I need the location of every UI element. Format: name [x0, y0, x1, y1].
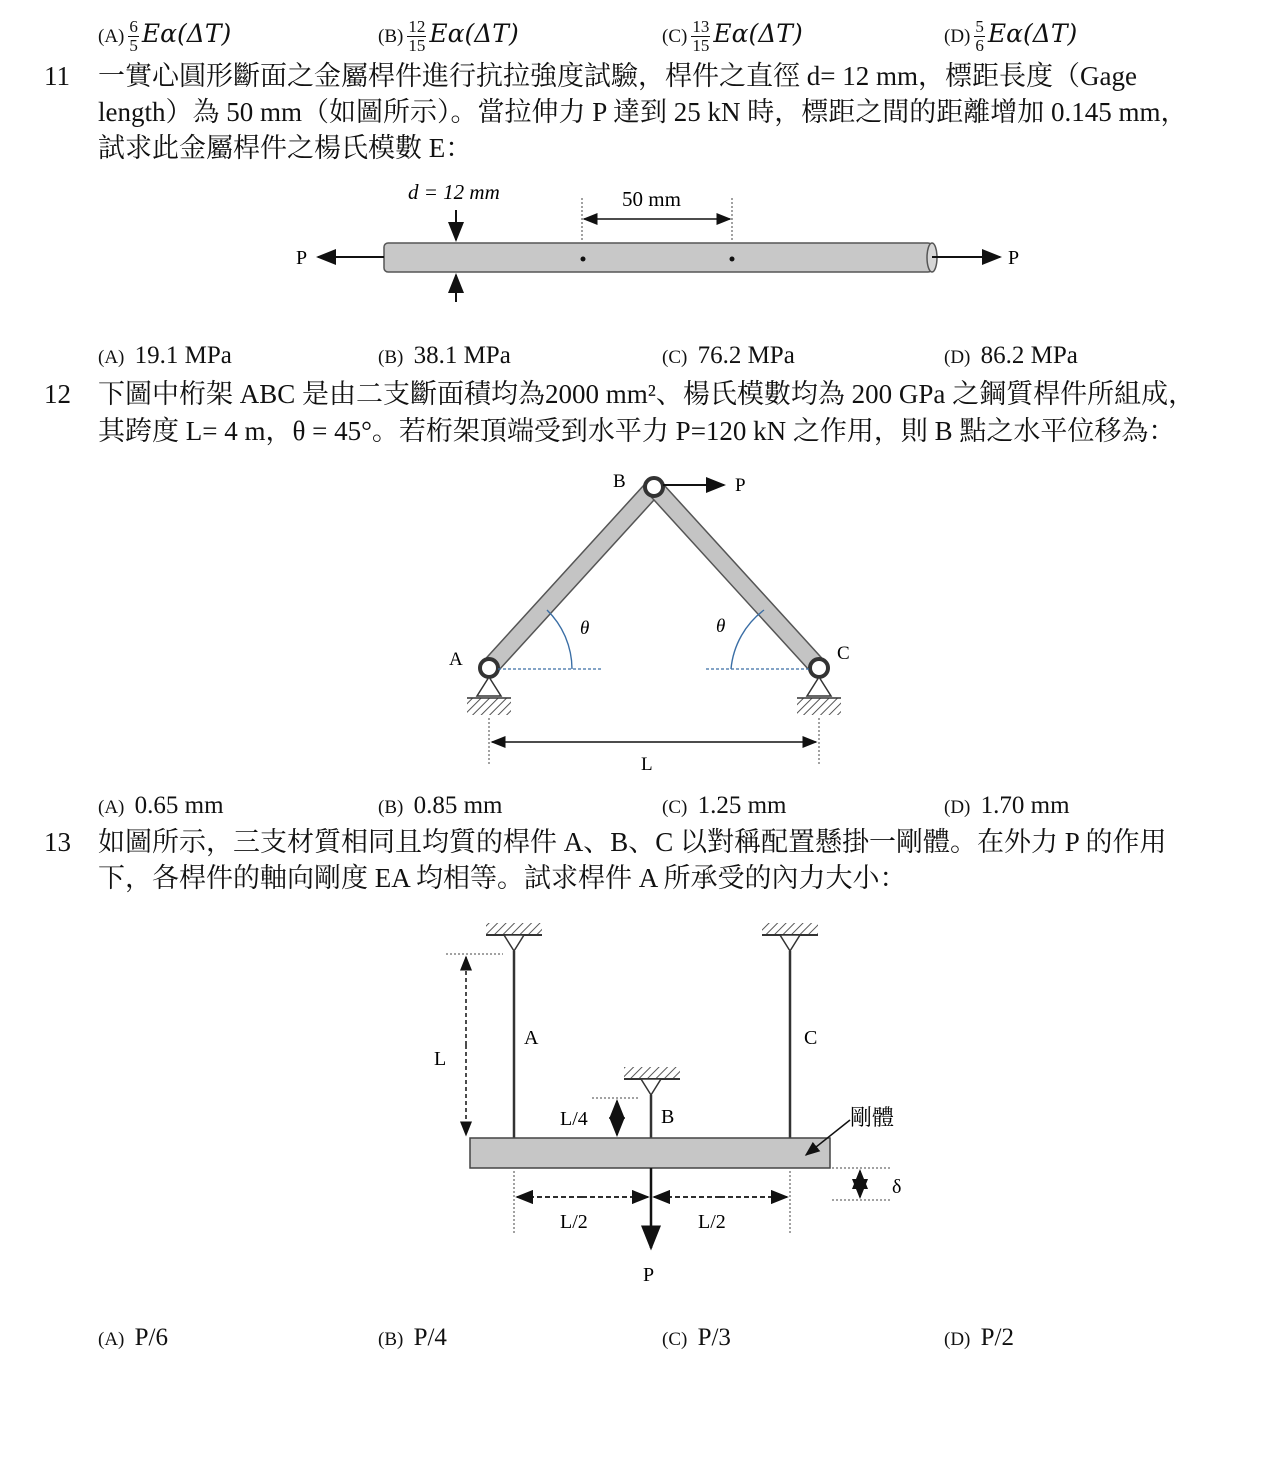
option-text: 76.2 MPa	[697, 342, 795, 369]
hanger-a	[504, 935, 524, 951]
q13-rigid-body-figure	[420, 915, 920, 1295]
angle-arc-c	[731, 610, 764, 669]
q11-option-a	[98, 340, 232, 374]
question-13-line-2: 下，各桿件的軸向剛度 EA 均相等。試求桿件 A 所承受的內力大小：	[98, 863, 907, 893]
ceiling-hatch-c	[762, 923, 818, 934]
angle-label-right: θ	[716, 616, 726, 637]
ceiling-hatch-b	[624, 1067, 680, 1078]
question-11-number: 11	[44, 61, 70, 91]
member-ab-fill	[489, 487, 654, 668]
diameter-label: d = 12 mm	[408, 180, 500, 204]
ceiling-hatch-a	[486, 923, 542, 934]
option-text: 0.65 mm	[134, 792, 224, 819]
pin-c	[810, 659, 828, 677]
question-12-line-2: 其跨度 L= 4 m，θ = 45°。若桁架頂端受到水平力 P=120 kN 之作用，則 B 點之水平位移為：	[98, 416, 1176, 446]
option-text: P/6	[134, 1324, 168, 1351]
fraction: $\frac{6}{5}$	[129, 17, 138, 55]
option-text: P/3	[697, 1324, 731, 1351]
option-label: (B)	[378, 347, 404, 368]
option-label: (A)	[98, 1329, 125, 1350]
option-expression: Eα(ΔT)	[141, 19, 232, 49]
option-text: P/2	[980, 1324, 1014, 1351]
q13-option-a	[98, 1322, 168, 1356]
q13-option-b	[378, 1322, 447, 1356]
q13-option-d	[944, 1322, 1014, 1356]
ground-hatch-a	[467, 698, 511, 715]
force-label-left: P	[296, 247, 308, 269]
span-label: L	[641, 754, 653, 775]
question-13-line-1: 如圖所示，三支材質相同且均質的桿件 A、B、C 以對稱配置懸掛一剛體。在外力 P 的作用	[98, 827, 1167, 857]
hanger-b	[641, 1079, 661, 1095]
question-12-line-1: 下圖中桁架 ABC 是由二支斷面積均為2000 mm²、楊氏模數均為 200 GPa 之鋼質桿件所組成，	[98, 379, 1196, 409]
question-13-number: 13	[44, 827, 71, 857]
option-text: 38.1 MPa	[413, 342, 511, 369]
option-text: 0.85 mm	[413, 792, 503, 819]
rigid-body-label: 剛體	[850, 1105, 895, 1130]
length-l4-label: L/4	[560, 1108, 588, 1130]
option-text: 1.70 mm	[980, 792, 1070, 819]
q11-option-d	[944, 340, 1078, 374]
rigid-body	[470, 1138, 830, 1168]
angle-label-left: θ	[580, 618, 590, 639]
fraction: $\frac{13}{15}$	[692, 17, 710, 55]
specimen-bar	[384, 243, 932, 272]
q10-option-a	[98, 18, 231, 55]
rod-label-c: C	[804, 1027, 818, 1049]
q10-option-c	[662, 18, 803, 55]
length-l-label: L	[434, 1048, 447, 1070]
q12-option-d	[944, 790, 1070, 824]
half-span-right-label: L/2	[698, 1211, 726, 1233]
support-a	[477, 677, 501, 696]
q12-option-c	[662, 790, 786, 824]
half-span-left-label: L/2	[560, 1211, 588, 1233]
q10-option-d	[944, 18, 1077, 55]
member-bc-fill	[654, 487, 819, 668]
q12-option-a	[98, 790, 224, 824]
node-label-c: C	[837, 643, 850, 664]
option-label: (C)	[662, 1329, 688, 1350]
ground-hatch-c	[797, 698, 841, 715]
gage-length-label: 50 mm	[622, 187, 681, 211]
option-label: (A)	[98, 26, 125, 48]
gage-mark-2	[730, 257, 735, 262]
node-label-b: B	[613, 471, 626, 492]
q12-option-b	[378, 790, 502, 824]
rod-label-b: B	[661, 1106, 675, 1128]
option-label: (C)	[662, 26, 688, 48]
option-text: P/4	[413, 1324, 447, 1351]
gage-mark-1	[581, 257, 586, 262]
option-expression: Eα(ΔT)	[429, 19, 519, 49]
pin-a	[480, 659, 498, 677]
option-label: (D)	[944, 797, 971, 818]
rod-label-a: A	[524, 1027, 539, 1049]
q12-truss-figure	[430, 460, 890, 780]
q10-option-b	[378, 18, 519, 55]
force-label-p: P	[735, 475, 746, 496]
option-expression: Eα(ΔT)	[713, 19, 803, 49]
option-label: (B)	[378, 797, 404, 818]
pin-b	[645, 478, 663, 496]
option-label: (D)	[944, 26, 971, 48]
option-text: 1.25 mm	[697, 792, 787, 819]
node-label-a: A	[449, 649, 463, 670]
question-11-line-1: 一實心圓形斷面之金屬桿件進行抗拉強度試驗，桿件之直徑 d= 12 mm，標距長度（Gage	[98, 61, 1137, 91]
angle-arc-a	[547, 610, 572, 669]
option-label: (A)	[98, 797, 125, 818]
q11-option-b	[378, 340, 511, 374]
q11-option-c	[662, 340, 795, 374]
fraction: $\frac{5}{6}$	[975, 17, 984, 55]
fraction: $\frac{12}{15}$	[408, 17, 426, 55]
question-11-line-2: length）為 50 mm（如圖所示）。當拉伸力 P 達到 25 kN 時，標距之間的距離增加 0.145 mm，	[98, 97, 1188, 127]
q11-figure	[270, 170, 1050, 320]
option-label: (C)	[662, 347, 688, 368]
option-label: (D)	[944, 1329, 971, 1350]
hanger-c	[780, 935, 800, 951]
support-c	[807, 677, 831, 696]
option-text: 19.1 MPa	[134, 342, 232, 369]
option-label: (C)	[662, 797, 688, 818]
q13-option-c	[662, 1322, 731, 1356]
delta-label: δ	[892, 1176, 902, 1198]
question-11-line-3: 試求此金屬桿件之楊氏模數 E：	[98, 133, 473, 163]
question-12-number: 12	[44, 379, 71, 409]
force-label-right: P	[1008, 247, 1020, 269]
option-label: (B)	[378, 1329, 404, 1350]
force-label-p: P	[643, 1264, 655, 1286]
option-label: (A)	[98, 347, 125, 368]
option-text: 86.2 MPa	[980, 342, 1078, 369]
option-expression: Eα(ΔT)	[987, 19, 1078, 49]
option-label: (B)	[378, 26, 404, 48]
option-label: (D)	[944, 347, 971, 368]
